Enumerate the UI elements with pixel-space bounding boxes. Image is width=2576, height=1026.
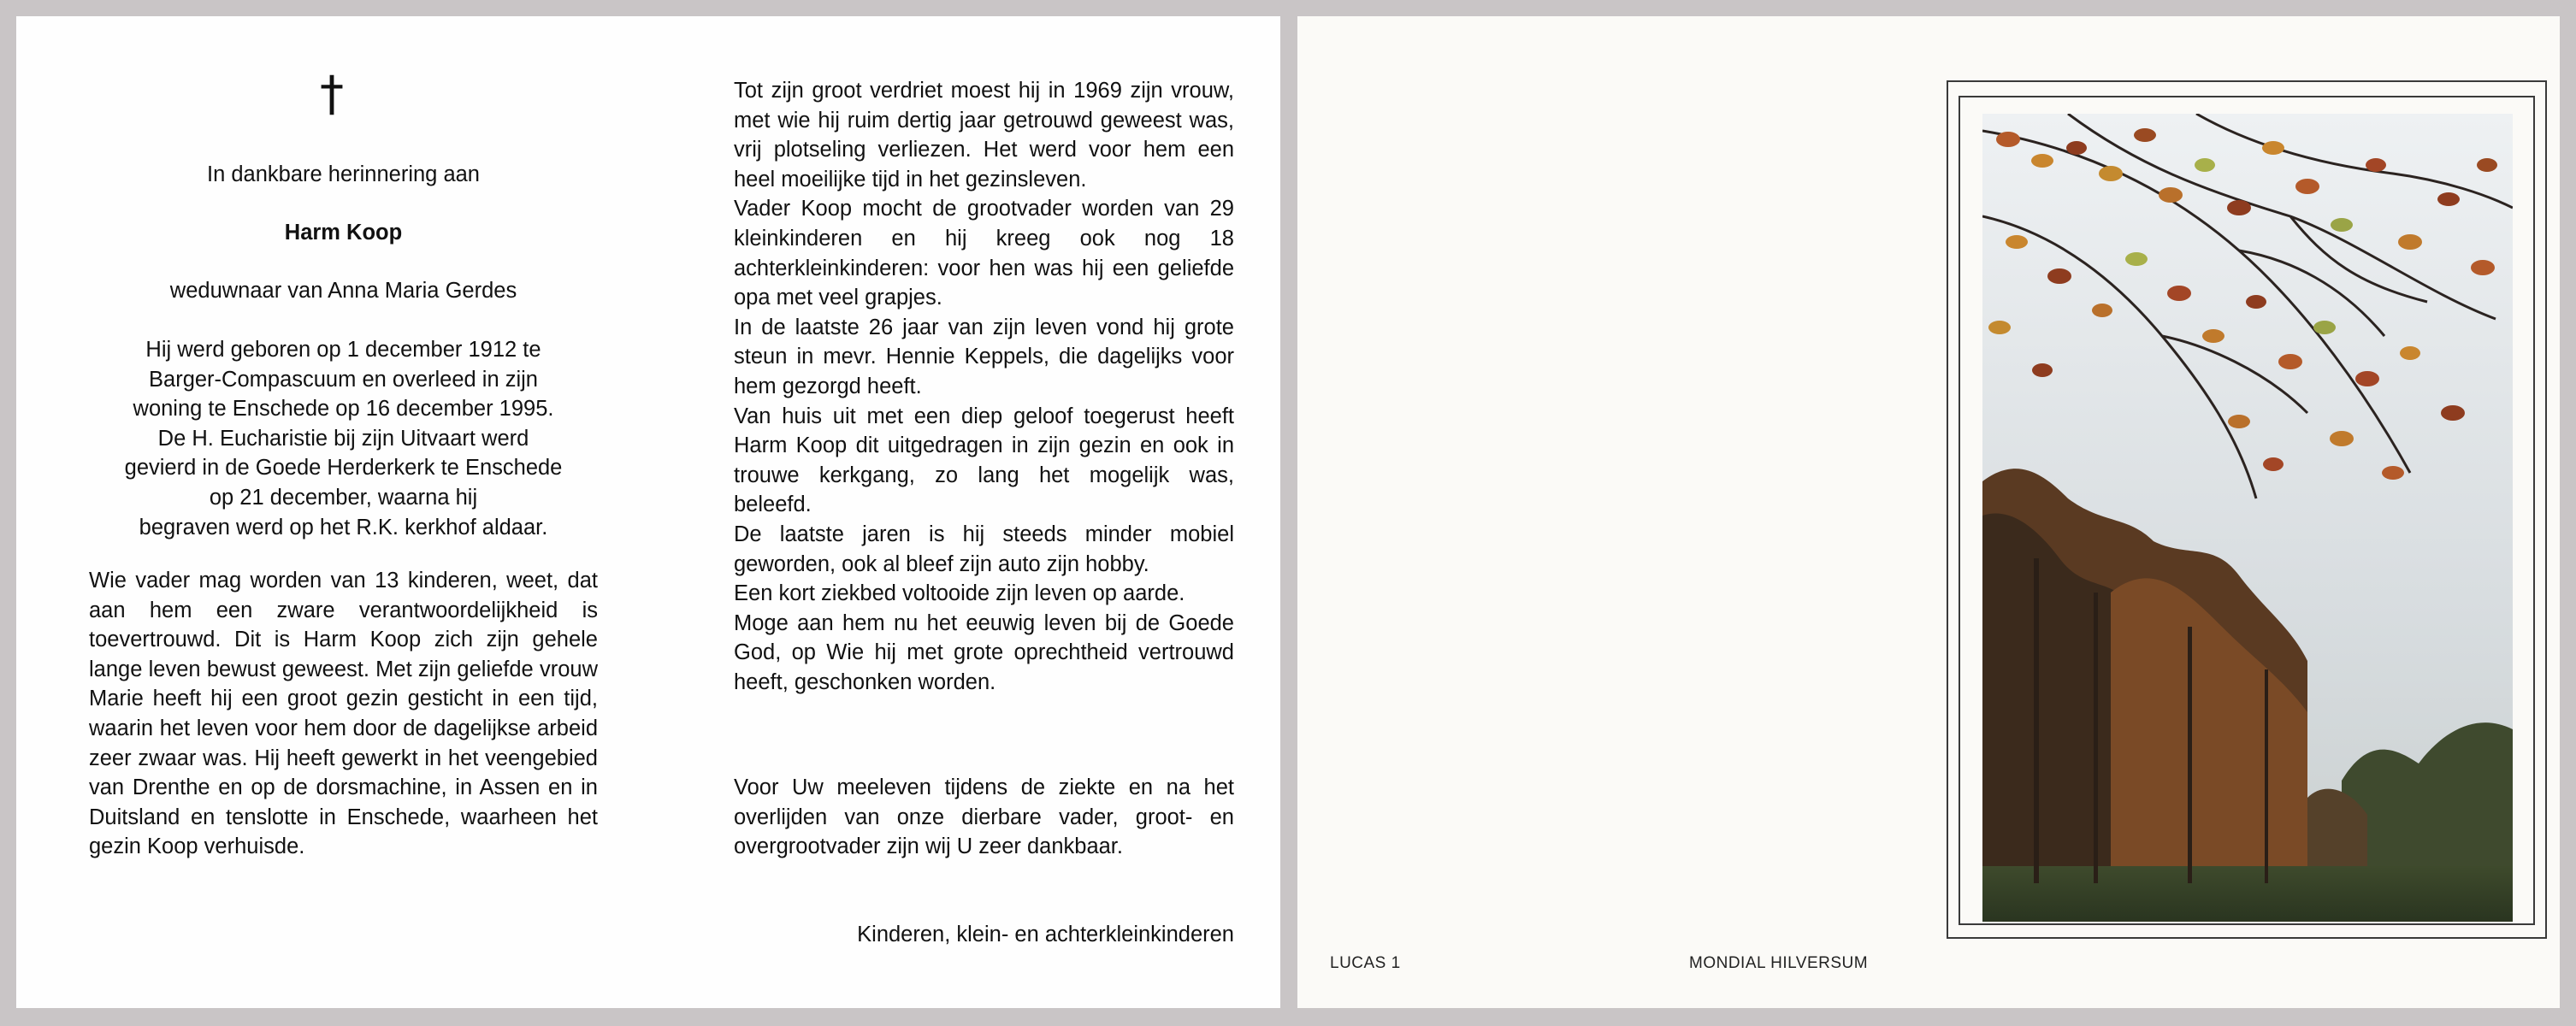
photo-illustration	[1982, 114, 2513, 922]
thanks-text: Voor Uw meeleven tijdens de ziekte en na het overlijden van onze dierbare vader, groot- en overgrootvader zijn wij U zeer dankbaar.	[734, 775, 1234, 859]
bio-line: Barger-Compascuum en overleed in zijn	[149, 367, 538, 392]
memorial-card-text-page	[16, 16, 1280, 1008]
bio-line: Hij werd geboren op 1 december 1912 te	[145, 338, 541, 362]
cross-icon: †	[320, 67, 344, 122]
life-story-left	[89, 566, 598, 862]
series-label: LUCAS 1	[1330, 954, 1401, 972]
deceased-name: Harm Koop	[284, 221, 403, 245]
bio-line: gevierd in de Goede Herderkerk te Enschede	[124, 456, 563, 481]
story-paragraph: Wie vader mag worden van 13 kinderen, weet, dat aan hem een zware verantwoordelijkheid is toevertrouwd. Dit is Harm Koop zich zijn gehele lange leven bewust geweest. Met zijn geliefde vrouw Marie heeft hij een groot gezin gesticht in een tijd, waarin het leven voor hem door de dagelijkse arbeid zeer zwaar was. Hij heeft gewerkt in het veengebied van Drenthe en op de dorsmachine, in Assen en in Duitsland en tenslotte in Enschede, waarheen het gezin Koop verhuisde.	[89, 569, 598, 859]
life-story-right	[734, 76, 1234, 697]
publisher-label: MONDIAL HILVERSUM	[1689, 954, 1869, 972]
story-paragraph: Tot zijn groot verdriet moest hij in 1969 zijn vrouw, met wie hij ruim dertig jaar getrouwd geweest was, vrij plotseling verliezen. Het werd voor hem een heel moeilijke tijd in het gezinsleven.	[734, 79, 1234, 192]
signature-line: Kinderen, klein- en achterkleinkinderen	[857, 923, 1234, 946]
story-paragraph: Een kort ziekbed voltooide zijn leven op aarde.	[734, 581, 1185, 606]
bio-line: op 21 december, waarna hij	[209, 485, 478, 510]
story-paragraph: De laatste jaren is hij steeds minder mobiel geworden, ook al bleef zijn auto zijn hobby.	[734, 522, 1234, 576]
story-paragraph: Van huis uit met een diep geloof toegerust heeft Harm Koop dit uitgedragen in zijn gezin en ook in trouwe kerkgang, zo lang het mogelijk was, beleefd.	[734, 404, 1234, 517]
intro-line: In dankbare herinnering aan	[207, 162, 480, 186]
story-paragraph: In de laatste 26 jaar van zijn leven vond hij grote steun in mevr. Hennie Keppels, die dagelijks voor hem gezorgd heeft.	[734, 315, 1234, 398]
story-paragraph: Vader Koop mocht de grootvader worden van 29 kleinkinderen en hij kreeg ook nog 18 achterkleinkinderen: voor hen was hij een geliefde opa met veel grapjes.	[734, 197, 1234, 310]
story-paragraph: Moge aan hem nu het eeuwig leven bij de Goede God, op Wie hij met grote oprechtheid vertrouwd heeft, geschonken worden.	[734, 610, 1234, 694]
bio-line: woning te Enschede op 16 december 1995.	[133, 397, 554, 422]
thanks-paragraph	[734, 773, 1234, 862]
bio-line: De H. Eucharistie bij zijn Uitvaart werd	[157, 426, 529, 451]
biography-block	[89, 335, 598, 542]
bio-line: begraven werd op het R.K. kerkhof aldaar.	[139, 515, 548, 540]
autumn-trees-photo	[1982, 114, 2513, 922]
widower-line: weduwnaar van Anna Maria Gerdes	[169, 279, 517, 303]
